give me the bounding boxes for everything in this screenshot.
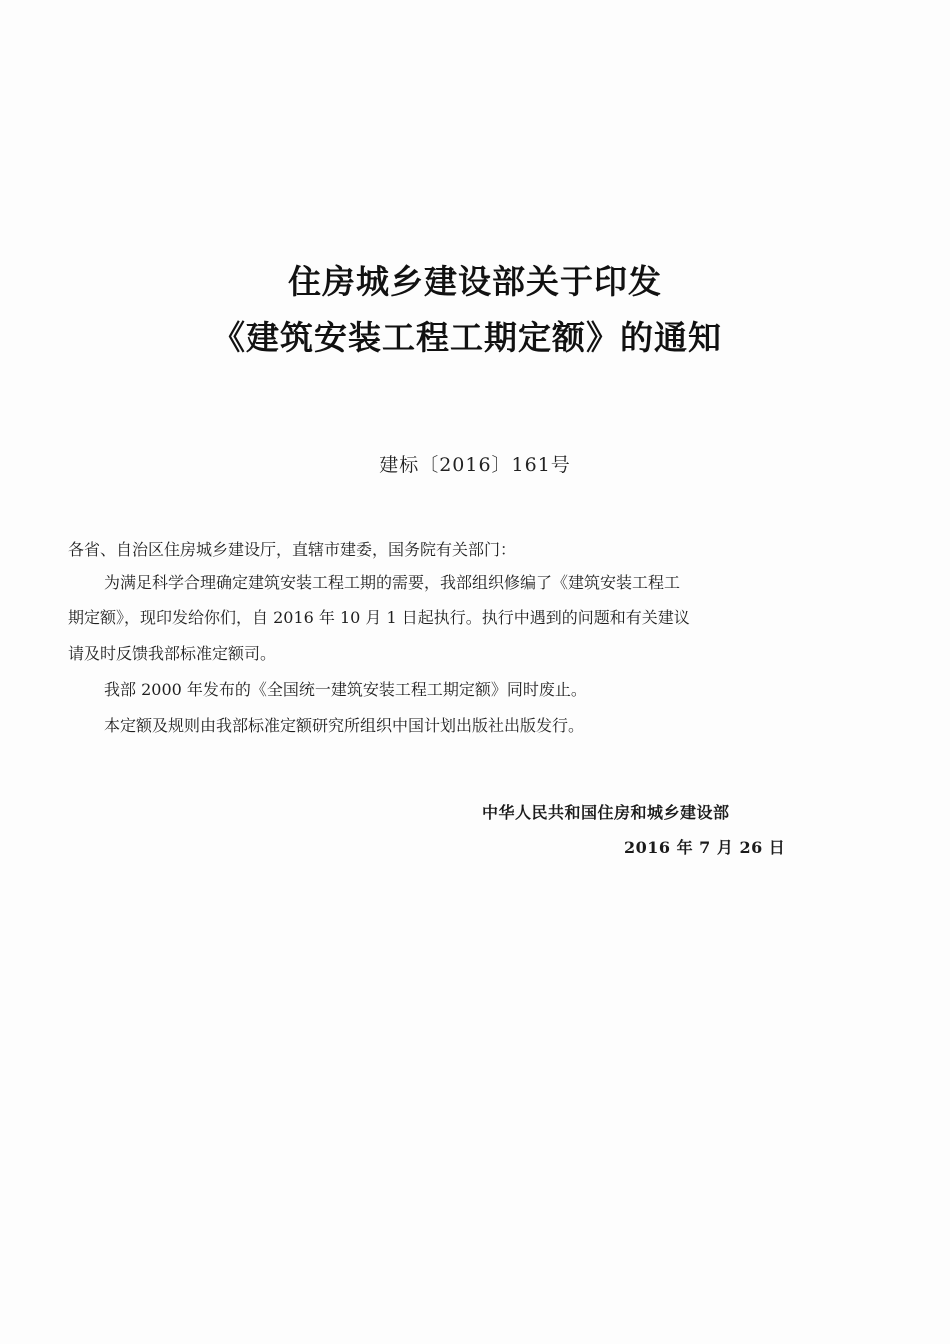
- paragraph-1-line-2: 期定额》，现印发给你们，自 2016 年 10 月 1 日起执行。执行中遇到的问题和有关建议: [68, 608, 690, 627]
- paragraph-1-line-1: 为满足科学合理确定建筑安装工程工期的需要，我部组织修编了《建筑安装工程工: [104, 573, 681, 592]
- signature-organization: 中华人民共和国住房和城乡建设部: [482, 803, 730, 822]
- document-number: 建标〔2016〕161号: [379, 454, 571, 476]
- paragraph-3: 本定额及规则由我部标准定额研究所组织中国计划出版社出版发行。: [104, 716, 585, 735]
- notice-title-line1: 住房城乡建设部关于印发: [288, 262, 662, 301]
- paragraph-1-line-3: 请及时反馈我部标准定额司。: [68, 644, 277, 663]
- signature-date: 2016 年 7 月 26 日: [624, 838, 786, 857]
- notice-title-line2: 《建筑安装工程工期定额》的通知: [212, 318, 722, 357]
- salutation: 各省、自治区住房城乡建设厅，直辖市建委，国务院有关部门：: [68, 540, 517, 559]
- paragraph-2: 我部 2000 年发布的《全国统一建筑安装工程工期定额》同时废止。: [104, 680, 587, 699]
